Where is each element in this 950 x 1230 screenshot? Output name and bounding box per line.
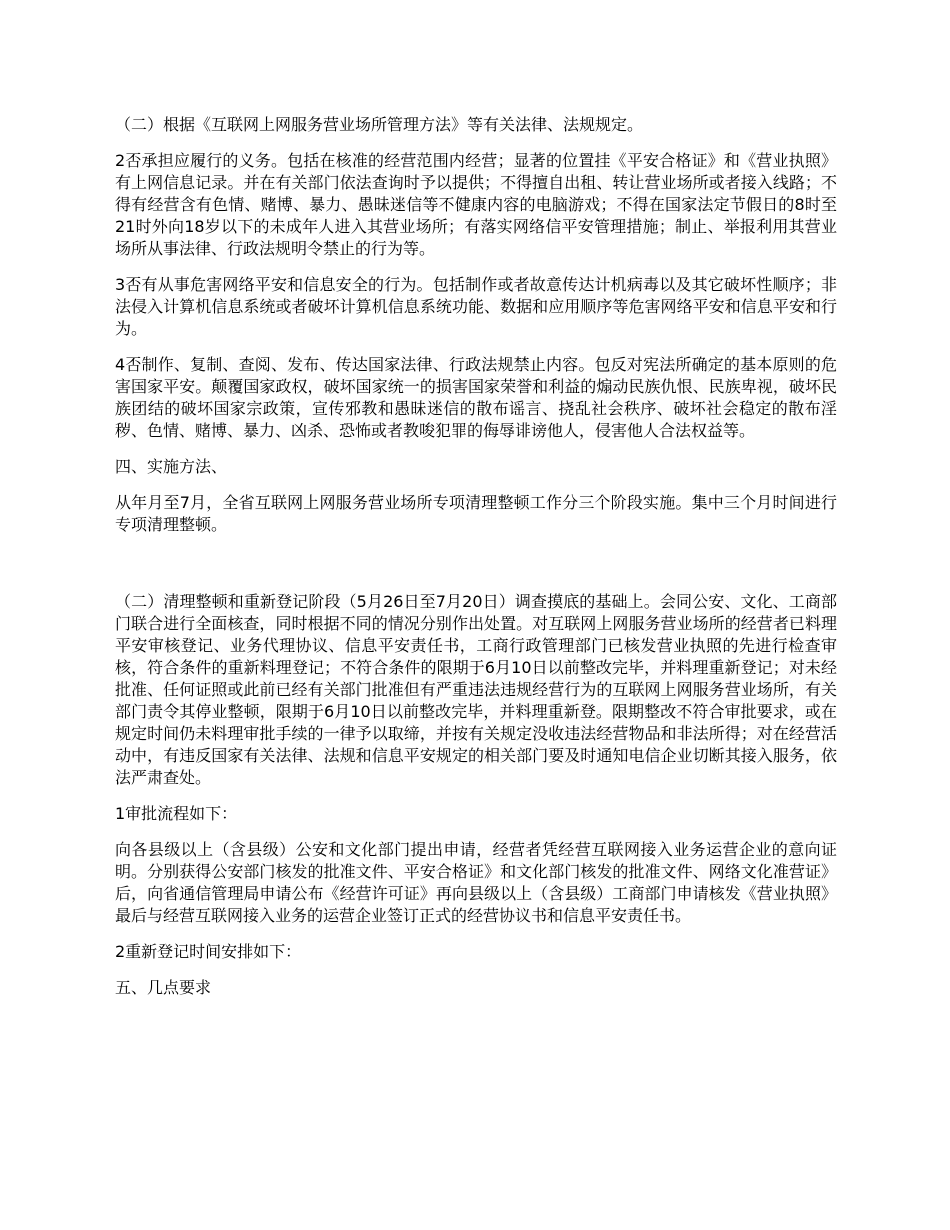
document-body: [115, 114, 837, 1013]
paragraph-approval-process: 向各县级以上（含县级）公安和文化部门提出申请，经营者凭经营互联网接入业务运营企业的意向证明。分别获得公安部门核发的批准文件、平安合格证》和文化部门核发的批准文件、网络文化准营证》后，向省通信管理局申请公布《经营许可证》再向县级以上（含县级）工商部门申请核发《营业执照》最后与经营互联网接入业务的运营企业签订正式的经营协议书和信息平安责任书。: [115, 840, 837, 925]
paragraph-network-security: 3否有从事危害网络平安和信息安全的行为。包括制作或者故意传达计机病毒以及其它破坏性顺序；非法侵入计算机信息系统或者破坏计算机信息系统功能、数据和应用顺序等危害网络平安和信息平安和行为。: [115, 275, 837, 338]
section-heading-requirements: 五、几点要求: [115, 978, 212, 997]
section-heading-implementation: 四、实施方法、: [115, 457, 228, 476]
paragraph-registration-time-heading: 2重新登记时间安排如下：: [115, 942, 302, 961]
paragraph-legal-basis: （二）根据《互联网上网服务营业场所管理方法》等有关法律、法规规定。: [115, 115, 644, 134]
paragraph-prohibited-content: 4否制作、复制、查阅、发布、传达国家法律、行政法规禁止内容。包反对宪法所确定的基本原则的危害国家平安。颠覆国家政权，破坏国家统一的损害国家荣誉和利益的煽动民族仇恨、民族卑视，破坏民族团结的破坏国家宗政策，宣传邪教和愚昧迷信的散布谣言、挠乱社会秩序、破坏社会稳定的散布淫秽、色情、赌博、暴力、凶杀、恐怖或者教唆犯罪的侮辱诽谤他人，侵害他人合法权益等。: [115, 355, 837, 440]
paragraph-reregistration-stage: （二）清理整顿和重新登记阶段（5月26日至7月20日）调查摸底的基础上。会同公安、文化、工商部门联合进行全面核查，同时根据不同的情况分别作出处置。对互联网上网服务营业场所的经营者已料理平安审核登记、业务代理协议、信息平安责任书，工商行政管理部门已核发营业执照的先进行检查审核，符合条件的重新料理登记；不符合条件的限期于6月10日以前整改完毕，并料理重新登记；对未经批准、任何证照或此前已经有关部门批准但有严重违法违规经营行为的互联网上网服务营业场所，有关部门责令其停业整顿，限期于6月10日以前整改完毕，并料理重新登。限期整改不符合审批要求，或在规定时间仍未料理审批手续的一律予以取缔，并按有关规定没收违法经营物品和非法所得；对在经营活动中，有违反国家有关法律、法规和信息平安规定的相关部门要及时通知电信企业切断其接入服务，依法严肃查处。: [115, 592, 837, 787]
paragraph-approval-process-heading: 1审批流程如下：: [115, 804, 238, 823]
paragraph-obligations: 2否承担应履行的义务。包括在核准的经营范围内经营；显著的位置挂《平安合格证》和《营业执照》有上网信息记录。并在有关部门依法查询时予以提供；不得擅自出租、转让营业场所或者接入线路；不得有经营含有色情、赌博、暴力、愚昧迷信等不健康内容的电脑游戏；不得在国家法定节假日的8时至21时外向18岁以下的未成年人进入其营业场所；有落实网络信平安管理措施；制止、举报利用其营业场所从事法律、行政法规明令禁止的行为等。: [115, 151, 837, 258]
blank-spacer: [115, 550, 837, 591]
paragraph-schedule: 从年月至7月，全省互联网上网服务营业场所专项清理整顿工作分三个阶段实施。集中三个月时间进行专项清理整顿。: [115, 493, 837, 534]
